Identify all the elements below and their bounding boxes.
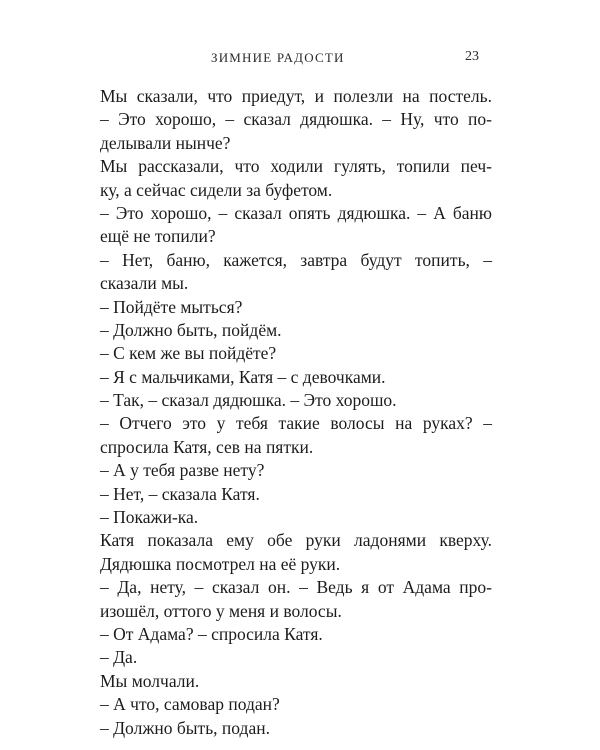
- body-text: [100, 85, 492, 740]
- text-line: Катя показала ему обе руки ладонями кверху.: [100, 530, 492, 551]
- text-line: – Да, нету, – сказал он. – Ведь я от Адама про-: [100, 577, 492, 598]
- text-line: – Я с мальчиками, Катя – с девочками.: [100, 366, 386, 387]
- text-line: Мы сказали, что приедут, и полезли на постель.: [100, 86, 492, 106]
- text-line: спросила Катя, сев на пятки.: [100, 436, 314, 457]
- text-line: делывали нынче?: [100, 132, 231, 153]
- text-line: Мы рассказали, что ходили гулять, топили печ-: [100, 156, 492, 177]
- text-line: – Это хорошо, – сказал опять дядюшка. – А баню: [100, 202, 492, 223]
- text-line: – Это хорошо, – сказал дядюшка. – Ну, что по-: [100, 109, 492, 130]
- text-line: – Покажи-ка.: [100, 507, 199, 528]
- text-line: – Пойдёте мыться?: [100, 296, 243, 317]
- text-line: – Должно быть, подан.: [100, 717, 270, 738]
- text-line: – А что, самовар подан?: [100, 694, 280, 715]
- text-line: – С кем же вы пойдёте?: [100, 343, 277, 364]
- text-line: изошёл, оттого у меня и волосы.: [100, 600, 342, 621]
- text-line: – Так, – сказал дядюшка. – Это хорошо.: [100, 390, 397, 411]
- text-line: ку, а сейчас сидели за буфетом.: [100, 179, 333, 200]
- text-line: – От Адама? – спросила Катя.: [100, 623, 323, 644]
- text-line: – Нет, – сказала Катя.: [100, 483, 260, 504]
- text-line: – Нет, баню, кажется, завтра будут топить, –: [100, 249, 492, 270]
- text-line: – Отчего это у тебя такие волосы на руках? –: [100, 413, 492, 434]
- text-line: Дядюшка посмотрел на её руки.: [100, 553, 341, 574]
- text-line: – Должно быть, пойдём.: [100, 319, 282, 340]
- text-line: ещё не топили?: [100, 226, 216, 247]
- text-line: – Да.: [100, 647, 138, 668]
- running-title: ЗИМНИЕ РАДОСТИ: [211, 50, 345, 65]
- running-head: [0, 50, 600, 70]
- text-line: сказали мы.: [100, 273, 189, 294]
- text-line: – А у тебя разве нету?: [100, 460, 265, 481]
- text-line: Мы молчали.: [100, 670, 200, 691]
- page-number: 23: [465, 49, 479, 64]
